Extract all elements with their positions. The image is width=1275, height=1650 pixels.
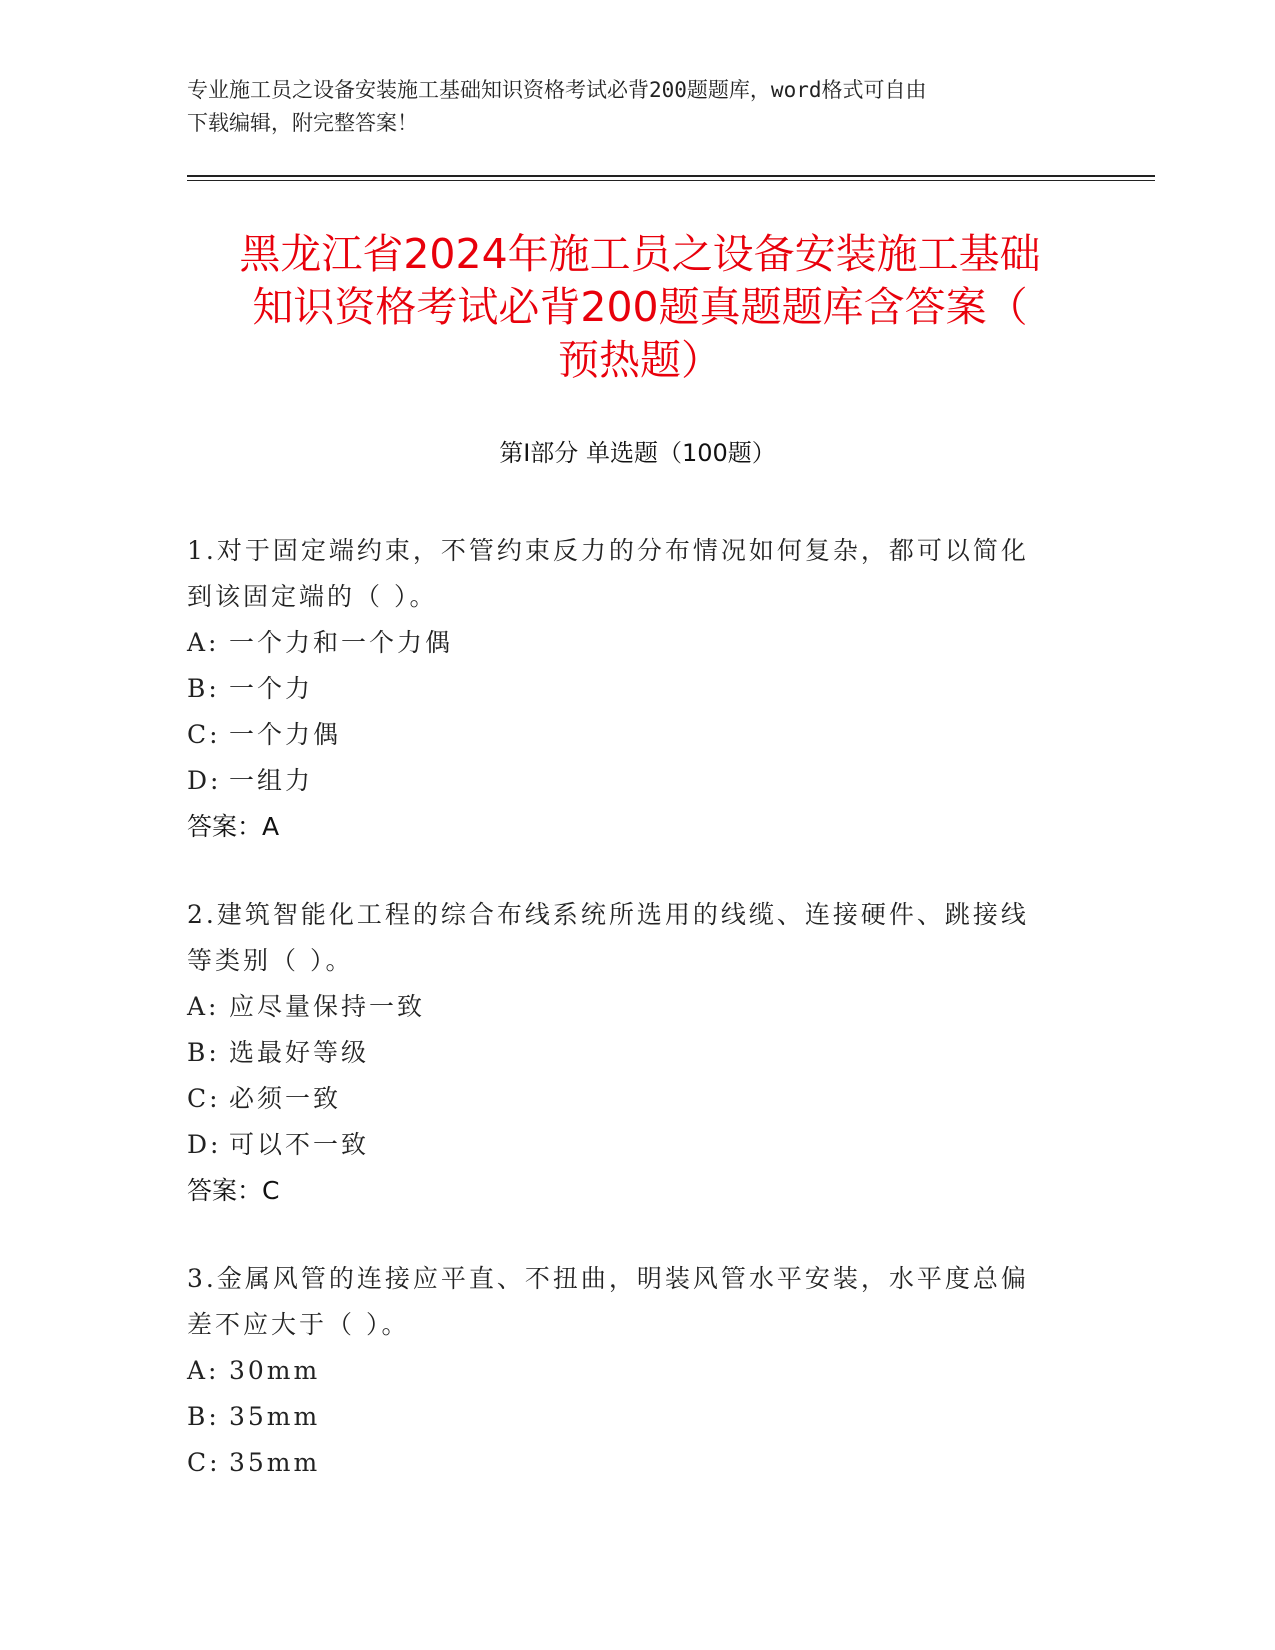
question-stem: 等类别（ ）。 [187, 946, 354, 975]
question-stem: 3.金属风管的连接应平直、不扭曲，明装风管水平安装，水平度总偏 [187, 1264, 1029, 1293]
option-key: B: [187, 1402, 220, 1431]
answer-line: 答案：A [187, 812, 280, 841]
option-a [187, 620, 1067, 666]
header-rule-thick [187, 175, 1155, 177]
answer-line: 答案：C [187, 1176, 280, 1205]
option-c [187, 1076, 1067, 1122]
question-list [187, 528, 1067, 1528]
intro-text [187, 74, 1067, 140]
title-line: 黑龙江省2024年施工员之设备安装施工基础 [239, 230, 1041, 278]
option-text: 一个力和一个力偶 [229, 628, 454, 657]
option-c [187, 712, 1067, 758]
option-text: 必须一致 [229, 1084, 342, 1113]
question-3 [187, 1256, 1067, 1486]
option-key: B: [187, 1038, 220, 1067]
option-d [187, 758, 1067, 804]
option-key: C: [187, 1448, 221, 1477]
option-c [187, 1440, 1067, 1486]
option-a [187, 1348, 1067, 1394]
option-key: D: [187, 1130, 222, 1159]
question-stem: 1.对于固定端约束，不管约束反力的分布情况如何复杂，都可以简化 [187, 536, 1029, 565]
option-text: 35mm [229, 1402, 321, 1431]
option-text: 一个力 [229, 674, 314, 703]
option-key: D: [187, 766, 222, 795]
document-title [160, 228, 1120, 387]
question-stem: 到该固定端的（ ）。 [187, 582, 438, 611]
title-line: 知识资格考试必背200题真题题库含答案（ [252, 283, 1028, 331]
option-text: 35mm [229, 1448, 321, 1477]
option-d [187, 1122, 1067, 1168]
question-2 [187, 892, 1067, 1214]
section-heading: 第Ⅰ部分 单选题（100题） [499, 439, 776, 467]
option-key: B: [187, 674, 220, 703]
option-key: A: [187, 992, 220, 1021]
option-key: A: [187, 628, 220, 657]
option-key: C: [187, 720, 221, 749]
option-text: 可以不一致 [229, 1130, 370, 1159]
option-text: 30mm [229, 1356, 321, 1385]
question-1 [187, 528, 1067, 850]
option-text: 一组力 [229, 766, 314, 795]
option-key: A: [187, 1356, 220, 1385]
option-b [187, 1394, 1067, 1440]
option-text: 应尽量保持一致 [229, 992, 426, 1021]
header-rule-thin [187, 180, 1155, 181]
option-b [187, 1030, 1067, 1076]
option-text: 一个力偶 [229, 720, 342, 749]
title-line: 预热题） [558, 336, 722, 384]
option-key: C: [187, 1084, 221, 1113]
question-stem: 2.建筑智能化工程的综合布线系统所选用的线缆、连接硬件、跳接线 [187, 900, 1029, 929]
intro-line: 专业施工员之设备安装施工基础知识资格考试必背200题题库，word格式可自由 [187, 78, 927, 102]
option-a [187, 984, 1067, 1030]
question-stem: 差不应大于（ ）。 [187, 1310, 410, 1339]
option-text: 选最好等级 [229, 1038, 370, 1067]
intro-line: 下载编辑，附完整答案！ [187, 111, 418, 135]
option-b [187, 666, 1067, 712]
